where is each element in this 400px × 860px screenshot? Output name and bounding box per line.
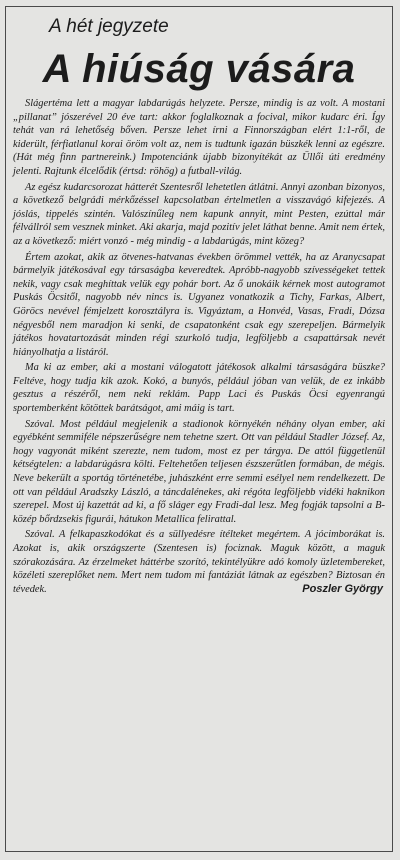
article-headline: A hiúság vására bbox=[42, 47, 356, 91]
paragraph: Szóval. Most például megjelenik a stadionok környékén néhány olyan ember, aki egyébként semmiféle népszerűségre nem tehetne szert. Ott van például Stadler József. Az, hogy vagyonát miként szerezte, nem tudom, most ez per tárgya. De attól függetlenül kétségtelen: a labdarúgásra költi. Feltehetően teljesen észszerűtlen formában, de mégis. Neve bekerült a sportág történetébe, juhászként erre semmi esélyel nem rendelkezett. De ott van például Aradszky László, a táncdalénekes, aki régóta legföljebb vidéki haknikon szerepel. Most új kazettát ad ki, a fő sláger egy Fradi-dal lesz. Meg fogják tapsolni a B-közép bőrdzsekis figurái, hátukon Metallica felirattal. bbox=[13, 418, 385, 525]
article-body bbox=[13, 97, 385, 596]
paragraph: Szóval. A felkapaszkodókat és a süllyedésre ítélteket megértem. A jócimborákat is. Azokat is, akik országszerte (Szentesen is) fociznak. Maguk között, a maguk szórakozására. Az érzelmeket háttérbe szorító, tekintélyükre adó komoly üzletembereket, közéleti szereplőket nem. Mert nem tudom mi fantáziát látnak az egészben? Biztosan én tévedek. bbox=[13, 529, 385, 595]
paragraph: Ma ki az ember, aki a mostani válogatott játékosok alkalmi társaságára büszke? Feltéve, hogy tudja kik azok. Kokó, a bunyós, például jóban van velük, de ez inkább gesztus a részéről, nem neki reklám. Papp Laci és Puskás Öcsi egyenrangú sportemberként kötöttek barátságot, ami máig is tart. bbox=[13, 362, 385, 415]
author-signature: Poszler György bbox=[302, 583, 383, 596]
article bbox=[5, 6, 393, 852]
paragraph: Az egész kudarcsorozat hátterét Szentesről lehetetlen átlátni. Annyi azonban bizonyos, a következő belgrádi mérkőzéssel kapcsolatban értelmetlen a visszavágó kifejezés. A jóslás, tippelés szintén. Valószínűleg nem kapunk annyit, mint Pesten, ezúttal már félvállról sem vesznek minket. Aki akarja, majd pozitív jelet láthat benne. Amit nem értek, az a következő: miért vonzó - még mindig - a labdarúgás, mint közeg? bbox=[13, 181, 385, 247]
rubric: A hét jegyzete bbox=[49, 16, 169, 37]
paragraph: Értem azokat, akik az ötvenes-hatvanas években örömmel vették, ha az Aranycsapat bármelyik játékosával egy társaságba keveredtek. Apróbb-nagyobb szívességeket tettek nekik, vagy csak meghíttak velük egy pohár bort. Az ő unokáik kérnek most autogramot Puskás Öcsitől, nagyobb név nincs is. Ugyanez vonatkozik a Tichy, Farkas, Albert, Göröcs nevével fémjelzett korosztályra is. Vigyáztam, a Honvéd, Vasas, Fradi, Dózsa négyesből nem maradjon ki senki, de csapatonként csak egy szerepeljen. Bármelyik játékos hovatartozását minden régi szurkoló tudja, legföljebb a csapattársak nevét hiányolhatja a listáról. bbox=[13, 251, 385, 358]
paragraph: Slágertéma lett a magyar labdarúgás helyzete. Persze, mindig is az volt. A mostani „pillanat” jószerével 20 éve tart: akkor foglalkoznak a focival, mikor kudarc éri. Így tehát van rá lehetőség bőven. Persze lehet írni a Finnországban elért 1:1-ről, de kiderült, férfiatlanul korai öröm volt az, nem is tudtunk igazán büszkék lenni az egészre. (Hát még finn partnereink.) Impotenciánk újabb bizonyítékát az Üllői úti eredmény jelenti. Rajtunk élcelődik (értsd: röhög) a futball-világ. bbox=[13, 98, 385, 177]
